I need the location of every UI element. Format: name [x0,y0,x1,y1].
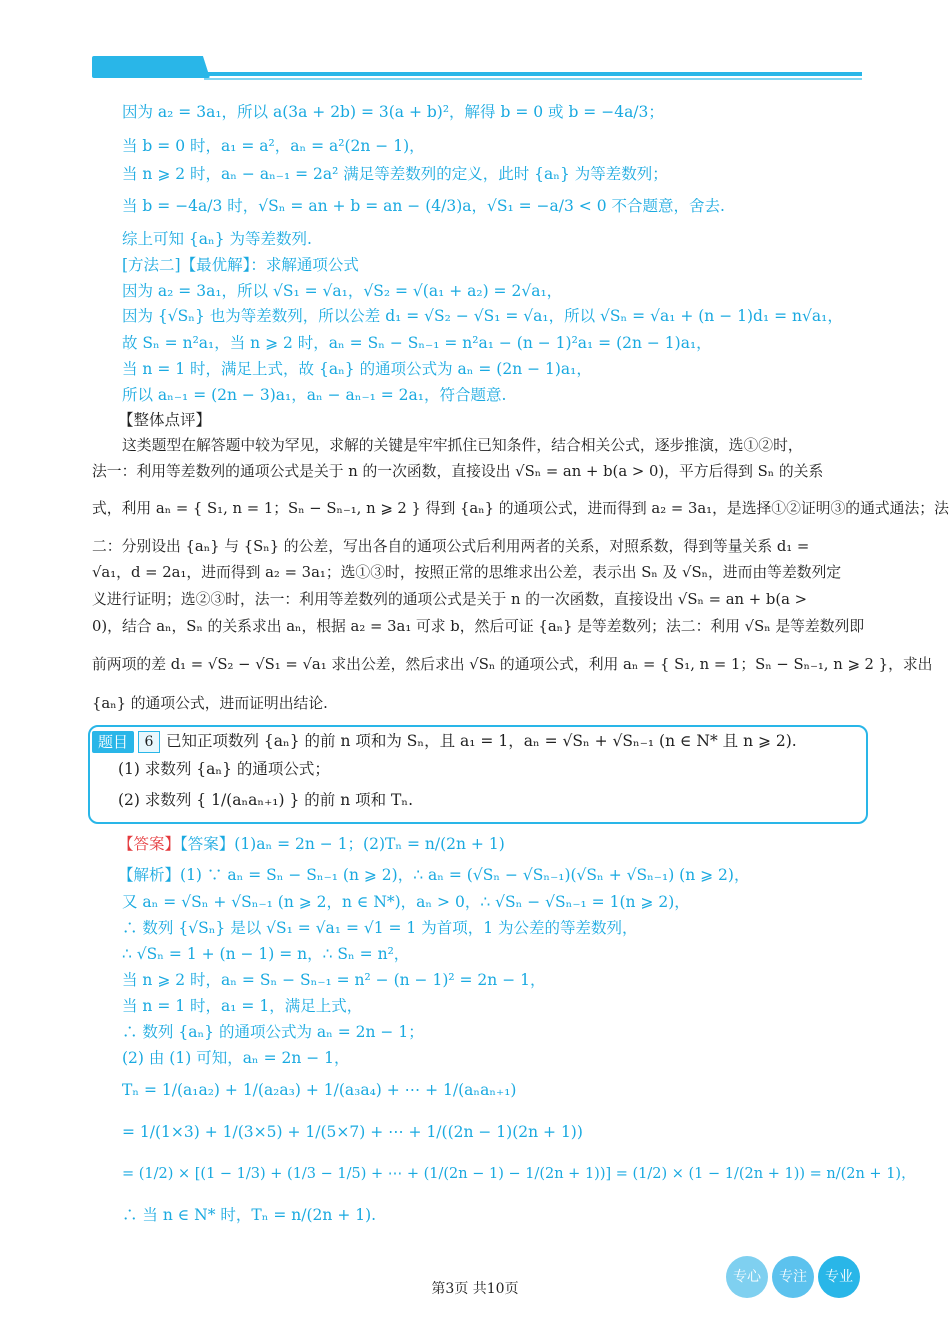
analysis-line: ∴ 数列 {√Sₙ} 是以 √S₁ = √a₁ = √1 = 1 为首项，1 为公差的等差数列， [122,919,638,937]
analysis-tag: 【解析】 [118,866,181,884]
analysis-line-first [118,865,749,885]
header-banner [92,56,862,78]
sol-line: 因为 a₂ = 3a₁，所以 √S₁ = √a₁，√S₂ = √(a₁ + a₂) = 2√a₁， [122,282,563,300]
sol-line: 综上可知 {aₙ} 为等差数列. [122,230,312,248]
analysis-line: = (1/2) × [(1 − 1/3) + (1/3 − 1/5) + ⋯ + (1/(2n − 1) − 1/(2n + 1))] = (1/2) × (1 − 1/(2n + 1)) = n/(2n + 1)， [122,1166,916,1182]
analysis-line: ∴ 数列 {aₙ} 的通项公式为 aₙ = 2n − 1； [122,1023,424,1041]
review-line: √a₁，d = 2a₁，进而得到 a₂ = 3a₁；选①③时，按照正常的思维求出公差，表示出 Sₙ 及 √Sₙ，进而由等差数列定 [92,564,842,581]
analysis-line: (1) ∵ aₙ = Sₙ − Sₙ₋₁ (n ⩾ 2)，∴ aₙ = (√Sₙ − √Sₙ₋₁)(√Sₙ + √Sₙ₋₁) (n ⩾ 2)， [180,866,750,884]
analysis-line: 又 aₙ = √Sₙ + √Sₙ₋₁ (n ⩾ 2，n ∈ N*)，aₙ > 0，∴ √Sₙ − √Sₙ₋₁ = 1(n ⩾ 2)， [122,893,690,911]
analysis-line: (2) 由 (1) 可知，aₙ = 2n − 1， [122,1049,350,1067]
review-line: 这类题型在解答题中较为罕见，求解的关键是牢牢抓住已知条件，结合相关公式，逐步推演，选①②时， [122,437,803,454]
review-line: 义进行证明；选②③时，法一：利用等差数列的通项公式是关于 n 的一次函数，直接设出 √Sₙ = an + b(a > [92,591,808,608]
analysis-line: 当 n ⩾ 2 时，aₙ = Sₙ − Sₙ₋₁ = n² − (n − 1)² = 2n − 1， [122,971,546,989]
answer-text: 【答案】(1)aₙ = 2n − 1；(2)Tₙ = n/(2n + 1) [180,835,505,853]
review-line: 法一：利用等差数列的通项公式是关于 n 的一次函数，直接设出 √Sₙ = an + b(a > 0)，平方后得到 Sₙ 的关系 [92,463,824,480]
seal-badge: 专业 [818,1256,860,1298]
review-title: 【整体点评】 [118,411,212,429]
sol-line: 因为 a₂ = 3a₁，所以 a(3a + 2b) = 3(a + b)²，解得 b = 0 或 b = −4a/3； [122,103,664,121]
page-number: 第3页 共10页 [431,1281,519,1297]
review-line: 式，利用 aₙ = { S₁, n = 1；Sₙ − Sₙ₋₁, n ⩾ 2 } 得到 {aₙ} 的通项公式，进而得到 a₂ = 3a₁，是选择①②证明③的通式通法；法 [92,500,949,517]
review-line: 前两项的差 d₁ = √S₂ − √S₁ = √a₁ 求出公差，然后求出 √Sₙ 的通项公式，利用 aₙ = { S₁, n = 1；Sₙ − Sₙ₋₁, n ⩾ 2 }，求出 [92,656,933,673]
sol-line: [方法二]【最优解】：求解通项公式 [122,256,359,274]
header-rule-thin [204,78,862,80]
answer-tag: 【答案】 [118,835,181,853]
analysis-line: Tₙ = 1/(a₁a₂) + 1/(a₂a₃) + 1/(a₃a₄) + ⋯ + 1/(aₙaₙ₊₁) [122,1081,517,1099]
review-line: {aₙ} 的通项公式，进而证明出结论. [92,695,328,712]
analysis-line: 当 n = 1 时，a₁ = 1，满足上式， [122,997,363,1015]
problem-q1: (1) 求数列 {aₙ} 的通项公式； [118,760,330,778]
sol-line: 当 b = 0 时，a₁ = a²，aₙ = a²(2n − 1)， [122,137,425,155]
sol-line: 当 n ⩾ 2 时，aₙ − aₙ₋₁ = 2a² 满足等差数列的定义，此时 {aₙ} 为等差数列； [122,165,668,183]
seal-badge: 专注 [772,1256,814,1298]
sol-line: 所以 aₙ₋₁ = (2n − 3)a₁，aₙ − aₙ₋₁ = 2a₁，符合题意. [122,386,507,404]
sol-line: 故 Sₙ = n²a₁，当 n ⩾ 2 时，aₙ = Sₙ − Sₙ₋₁ = n²a₁ − (n − 1)²a₁ = (2n − 1)a₁， [122,334,712,352]
answer-line [118,834,505,854]
review-line: 0)，结合 aₙ，Sₙ 的关系求出 aₙ，根据 a₂ = 3a₁ 可求 b，然后可证 {aₙ} 是等差数列；法二：利用 √Sₙ 是等差数列即 [92,618,865,635]
review-line: 二：分别设出 {aₙ} 与 {Sₙ} 的公差，写出各自的通项公式后利用两者的关系，对照系数，得到等量关系 d₁ = [92,538,810,555]
sol-line: 因为 {√Sₙ} 也为等差数列，所以公差 d₁ = √S₂ − √S₁ = √a₁，所以 √Sₙ = √a₁ + (n − 1)d₁ = n√a₁， [122,307,843,325]
header-rule [92,72,862,76]
sol-line: 当 b = −4a/3 时，√Sₙ = an + b = an − (4/3)a，√S₁ = −a/3 < 0 不合题意，舍去. [122,197,725,215]
problem-tag: 题目 [92,731,134,753]
analysis-line: = 1/(1×3) + 1/(3×5) + 1/(5×7) + ⋯ + 1/((2n − 1)(2n + 1)) [122,1123,583,1141]
sol-line: 当 n = 1 时，满足上式，故 {aₙ} 的通项公式为 aₙ = (2n − 1)a₁， [122,360,592,378]
problem-stem: 已知正项数列 {aₙ} 的前 n 项和为 Sₙ，且 a₁ = 1，aₙ = √Sₙ + √Sₙ₋₁ (n ∈ N* 且 n ⩾ 2). [166,732,797,750]
analysis-line: ∴ 当 n ∈ N* 时，Tₙ = n/(2n + 1). [122,1206,377,1224]
problem-q2: (2) 求数列 { 1/(aₙaₙ₊₁) } 的前 n 项和 Tₙ. [118,791,414,809]
seal-badge: 专心 [726,1256,768,1298]
problem-number: 6 [138,731,160,753]
analysis-line: ∴ √Sₙ = 1 + (n − 1) = n，∴ Sₙ = n²， [122,945,410,963]
